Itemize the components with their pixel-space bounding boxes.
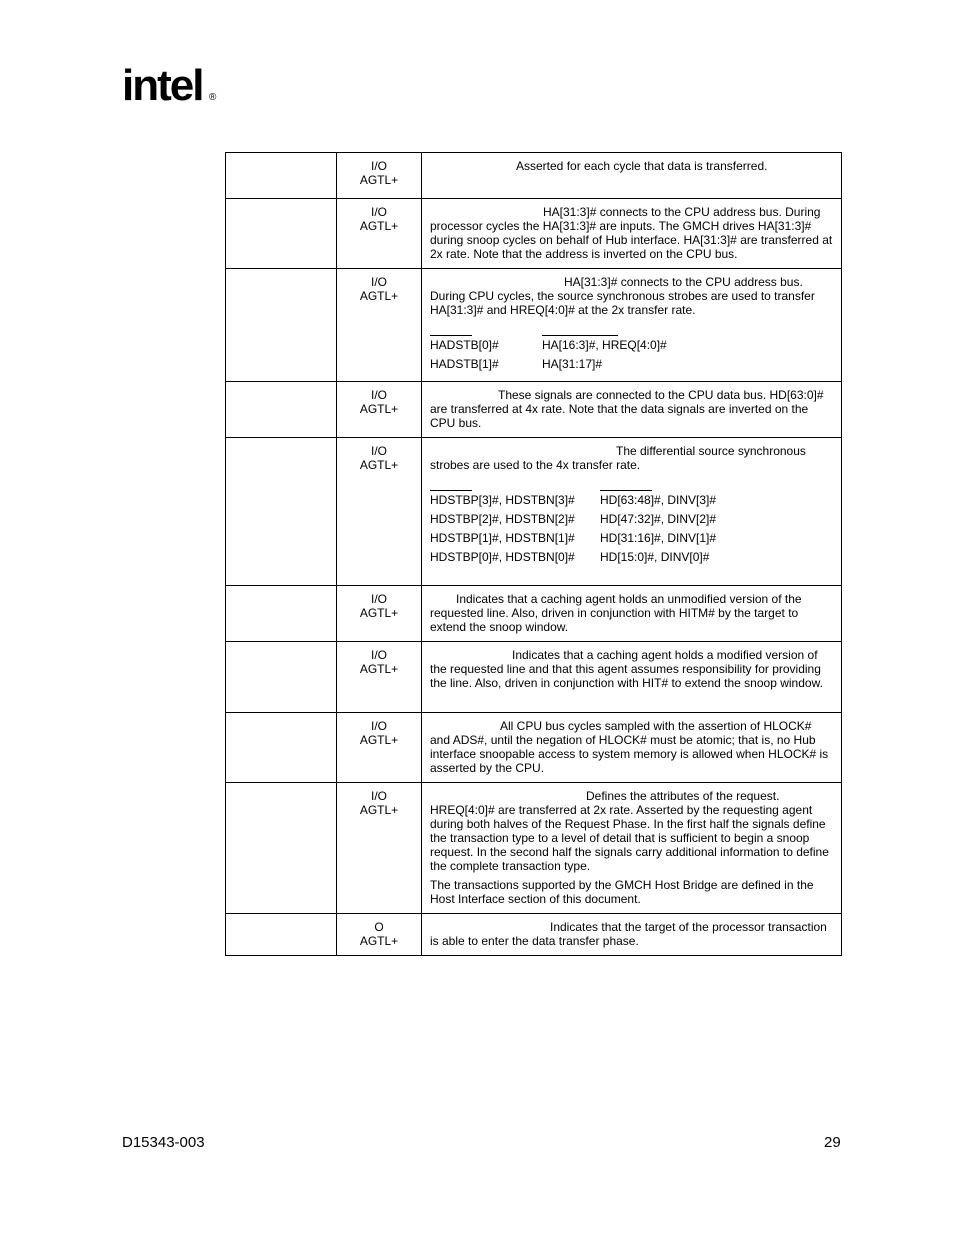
signal-buffer-type: AGTL+: [359, 219, 399, 233]
signal-direction: I/O: [370, 648, 387, 662]
signal-name-cell: [226, 642, 337, 713]
signal-row: [226, 382, 842, 438]
signal-buffer-type: AGTL+: [359, 402, 399, 416]
signal-buffer-type: AGTL+: [359, 289, 399, 303]
column-header-rule: [430, 478, 472, 491]
signal-name-cell: [226, 586, 337, 642]
strobe-mapping-row: [430, 336, 667, 355]
strobed-signals: HD[15:0]#, DINV[0]#: [600, 550, 710, 564]
signal-description-cell: [422, 153, 842, 199]
signal-description-cell: [422, 914, 842, 956]
signal-buffer-type: AGTL+: [359, 803, 399, 817]
signal-row: [226, 642, 842, 713]
strobe-mapping-table: [430, 478, 716, 567]
signal-description-cell: [422, 783, 842, 914]
registered-mark: ®: [209, 92, 217, 103]
signal-name-cell: [226, 713, 337, 783]
description-paragraph: The differential source synchronous strobes are used to the 4x transfer rate.: [430, 444, 806, 472]
description-paragraph: HA[31:3]# connects to the CPU address bus. During CPU cycles, the source synchronous strobes are used to transfer HA[31:3]# and HREQ[4:0]# at the 2x transfer rate.: [430, 275, 815, 317]
signal-row: [226, 914, 842, 956]
intel-logo: [122, 58, 232, 118]
signal-direction: I/O: [370, 789, 387, 803]
signal-description-cell: [422, 382, 842, 438]
signal-type-cell: [337, 586, 422, 642]
strobed-signals: HD[47:32]#, DINV[2]#: [600, 512, 717, 526]
signal-buffer-type: AGTL+: [359, 458, 399, 472]
strobed-signals: HD[63:48]#, DINV[3]#: [600, 493, 717, 507]
strobe-signal: HADSTB[0]#: [430, 338, 499, 352]
signal-row: [226, 199, 842, 269]
strobe-mapping-row: [430, 355, 667, 374]
signal-buffer-type: AGTL+: [359, 606, 399, 620]
signal-type-cell: [337, 713, 422, 783]
description-paragraph: Defines the attributes of the request. HREQ[4:0]# are transferred at 2x rate. Asserted by the requesting agent during both halves of the Request Phase. In the first half the signals define the transaction type to a level of detail that is sufficient to begin a snoop request. In the second half the signals carry additional information to define the complete transaction type.: [430, 789, 829, 873]
signal-name-cell: [226, 199, 337, 269]
description-paragraph: These signals are connected to the CPU data bus. HD[63:0]# are transferred at 4x rate. Note that the data signals are inverted on the CPU bus.: [430, 388, 824, 430]
signal-type-cell: [337, 438, 422, 586]
description-paragraph: Indicates that a caching agent holds an unmodified version of the requested line. Also, driven in conjunction with HITM# by the target to extend the snoop window.: [430, 592, 802, 634]
signal-type-cell: [337, 642, 422, 713]
signal-description-cell: [422, 713, 842, 783]
signal-name-cell: [226, 783, 337, 914]
description-paragraph: All CPU bus cycles sampled with the assertion of HLOCK# and ADS#, until the negation of HLOCK# must be atomic; that is, no Hub interface snoopable access to system memory is allowed when HLOCK# is asserted by the CPU.: [430, 719, 829, 775]
signal-row: [226, 438, 842, 586]
signal-direction: I/O: [370, 275, 387, 289]
description-paragraph: Indicates that a caching agent holds a modified version of the requested line and that this agent assumes responsibility for providing the line. Also, driven in conjunction with HIT# to extend the snoop window.: [430, 648, 823, 690]
strobe-mapping-row: [430, 510, 716, 529]
column-header-rule: [430, 323, 472, 336]
description-paragraph: Indicates that the target of the processor transaction is able to enter the data transfer phase.: [430, 920, 827, 948]
description-paragraph: HA[31:3]# connects to the CPU address bus. During processor cycles the HA[31:3]# are inputs. The GMCH drives HA[31:3]# during snoop cycles on behalf of Hub interface. HA[31:3]# are transferred at 2x rate. Note that the address is inverted on the CPU bus.: [430, 205, 833, 261]
signal-row: [226, 153, 842, 199]
signal-name-cell: [226, 914, 337, 956]
strobe-signal: HDSTBP[3]#, HDSTBN[3]#: [430, 493, 575, 507]
strobed-signals: HD[31:16]#, DINV[1]#: [600, 531, 717, 545]
signal-type-cell: [337, 199, 422, 269]
signal-description-cell: [422, 199, 842, 269]
signal-description-cell: [422, 438, 842, 586]
signal-direction: I/O: [370, 592, 387, 606]
signal-direction: I/O: [370, 159, 387, 173]
signal-table: [225, 152, 842, 956]
signal-type-cell: [337, 914, 422, 956]
signal-buffer-type: AGTL+: [359, 173, 399, 187]
signal-direction: I/O: [370, 388, 387, 402]
strobe-mapping-table: [430, 323, 667, 374]
signal-direction: I/O: [370, 719, 387, 733]
signal-name-cell: [226, 438, 337, 586]
signal-buffer-type: AGTL+: [359, 934, 399, 948]
signal-description-cell: [422, 269, 842, 382]
signal-type-cell: [337, 382, 422, 438]
strobe-mapping-row: [430, 491, 716, 510]
signal-name-cell: [226, 269, 337, 382]
signal-direction: I/O: [370, 205, 387, 219]
signal-row: [226, 713, 842, 783]
strobe-mapping-row: [430, 529, 716, 548]
signal-buffer-type: AGTL+: [359, 662, 399, 676]
signal-name-cell: [226, 382, 337, 438]
signal-type-cell: [337, 269, 422, 382]
column-header-rule: [600, 478, 652, 491]
signal-row: [226, 783, 842, 914]
signal-type-cell: [337, 783, 422, 914]
strobe-signal: HDSTBP[2]#, HDSTBN[2]#: [430, 512, 575, 526]
document-id: D15343-003: [122, 1134, 205, 1151]
signal-buffer-type: AGTL+: [359, 733, 399, 747]
strobe-signal: HADSTB[1]#: [430, 357, 499, 371]
signal-description-cell: [422, 642, 842, 713]
description-paragraph: The transactions supported by the GMCH Host Bridge are defined in the Host Interface section of this document.: [430, 878, 814, 906]
signal-description-cell: [422, 586, 842, 642]
strobe-signal: HDSTBP[0]#, HDSTBN[0]#: [430, 550, 575, 564]
signal-row: [226, 586, 842, 642]
signal-type-cell: [337, 153, 422, 199]
description-paragraph: Asserted for each cycle that data is transferred.: [516, 159, 768, 173]
signal-direction: I/O: [370, 444, 387, 458]
column-header-rule: [542, 323, 618, 336]
strobe-signal: HDSTBP[1]#, HDSTBN[1]#: [430, 531, 575, 545]
signal-name-cell: [226, 153, 337, 199]
strobe-mapping-row: [430, 548, 716, 567]
signal-direction: O: [374, 920, 384, 934]
signal-row: [226, 269, 842, 382]
strobed-signals: HA[31:17]#: [542, 357, 603, 371]
strobed-signals: HA[16:3]#, HREQ[4:0]#: [542, 338, 667, 352]
intel-logo-wordmark: intel: [122, 61, 203, 110]
page-number: 29: [824, 1134, 841, 1151]
